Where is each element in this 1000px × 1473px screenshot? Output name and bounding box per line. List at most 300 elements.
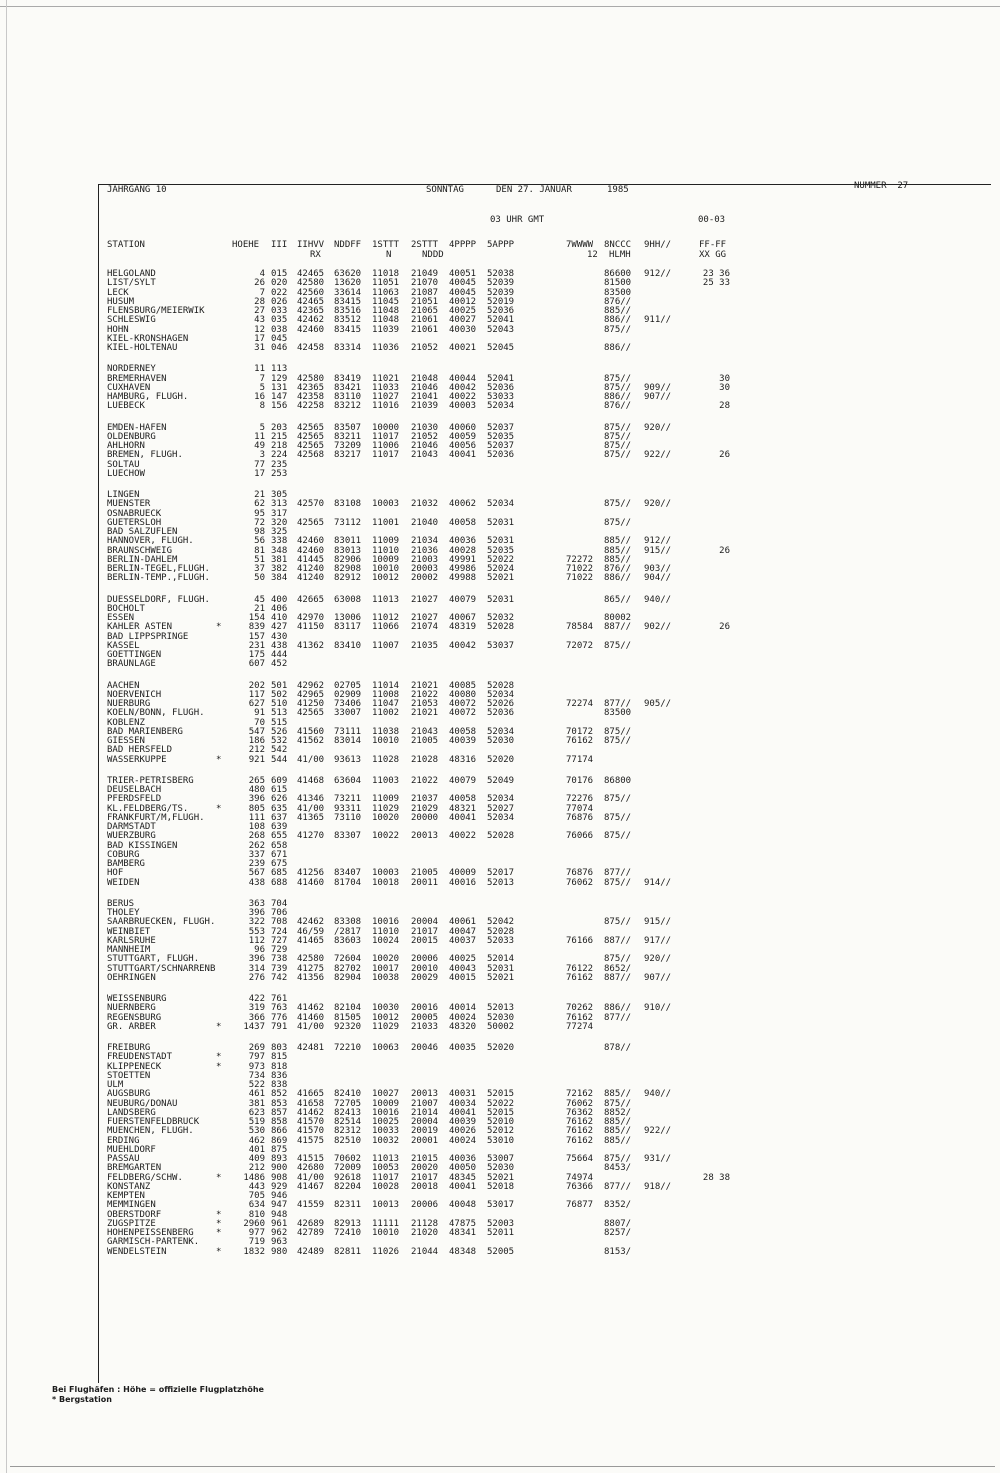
group-7wwww: 75664 xyxy=(566,1154,594,1164)
station-name: HAMBURG, FLUGH. xyxy=(107,392,189,402)
group-4pppp: 40045 xyxy=(449,278,477,289)
footnote-airport-height: Bei Flughäfen : Höhe = offizielle Flugplatzhöhe xyxy=(52,1385,264,1394)
group-iihvv: 42560 xyxy=(297,287,325,298)
group-4pppp: 40012 xyxy=(449,296,477,307)
group-nddff: 92618 xyxy=(334,1172,362,1183)
group-iihvv: 41559 xyxy=(297,1200,325,1211)
group-2sttt: 20013 xyxy=(411,831,439,842)
station-name: ERDING xyxy=(107,1135,140,1146)
group-2sttt: 21051 xyxy=(411,296,439,307)
group-1sttt: 10028 xyxy=(372,1181,400,1192)
station-index: 866 xyxy=(271,1126,288,1137)
station-height: 31 xyxy=(254,343,265,353)
group-nddff: 82908 xyxy=(334,564,362,574)
group-ff-gusts: 26 xyxy=(719,545,730,556)
group-1sttt: 11063 xyxy=(372,287,400,298)
group-4pppp: 40041 xyxy=(449,450,477,461)
station-name: HANNOVER, FLUGH. xyxy=(107,536,194,547)
station-index: 501 xyxy=(271,680,288,691)
group-1sttt: 10003 xyxy=(372,868,400,879)
group-5appp: 52039 xyxy=(487,278,515,289)
group-nddff: 83507 xyxy=(334,422,362,433)
group-5appp: 52035 xyxy=(487,545,515,556)
group-2sttt: 21061 xyxy=(411,315,439,326)
group-2sttt: 21017 xyxy=(411,1172,439,1183)
station-height: 27 xyxy=(254,306,265,316)
station-name: KIEL-HOLTENAU xyxy=(107,343,178,353)
station-name: BAD SALZUFLEN xyxy=(107,527,178,537)
jahrgang-label: JAHRGANG 10 xyxy=(107,185,167,195)
station-name: BAD KISSINGEN xyxy=(107,840,178,851)
group-7wwww: 76162 xyxy=(566,1012,594,1023)
group-2sttt: 20046 xyxy=(411,1043,439,1053)
group-8nccc: 8852/ xyxy=(604,1107,632,1118)
group-nddff: 82906 xyxy=(334,554,362,565)
group-7wwww: 70262 xyxy=(566,1003,594,1014)
group-8nccc: 886// xyxy=(604,573,632,584)
group-8nccc: 886// xyxy=(604,1003,632,1014)
mountain-station-marker: * xyxy=(216,1021,222,1032)
station-index: 727 xyxy=(271,935,288,946)
group-4pppp: 40079 xyxy=(449,594,477,605)
group-5appp: 52034 xyxy=(487,726,515,737)
group-4pppp: 40062 xyxy=(449,499,477,510)
group-nddff: 02909 xyxy=(334,689,362,700)
group-8nccc: 86800 xyxy=(604,775,632,786)
group-4pppp: 40036 xyxy=(449,536,477,547)
station-height: 117 xyxy=(248,689,265,700)
group-5appp: 52015 xyxy=(487,1107,515,1118)
group-4pppp: 40022 xyxy=(449,831,477,842)
group-8nccc: 875// xyxy=(604,1098,632,1109)
group-2sttt: 21074 xyxy=(411,622,439,633)
group-2sttt: 21052 xyxy=(411,431,439,442)
group-5appp: 52041 xyxy=(487,373,515,384)
station-index: 406 xyxy=(271,603,288,614)
group-9hh: 910// xyxy=(644,1003,672,1014)
col-station: STATION xyxy=(107,240,145,250)
station-name: AHLHORN xyxy=(107,441,145,451)
station-name: BERLIN-TEGEL,FLUGH. xyxy=(107,564,210,574)
station-index: 791 xyxy=(271,1021,288,1032)
station-name: KLIPPENECK xyxy=(107,1061,162,1072)
group-8nccc: 875// xyxy=(604,517,632,528)
group-nddff: 92320 xyxy=(334,1021,362,1032)
observation-time: 03 UHR GMT xyxy=(490,215,545,225)
time-range: 00-03 xyxy=(698,215,726,225)
station-index: 776 xyxy=(271,1012,288,1023)
group-2sttt: 21030 xyxy=(411,422,439,433)
group-1sttt: 11006 xyxy=(372,441,400,451)
group-8nccc: 875// xyxy=(604,726,632,737)
group-8nccc: 885// xyxy=(604,554,632,565)
station-index: 658 xyxy=(271,840,288,851)
group-8nccc: 875// xyxy=(604,422,632,433)
station-index: 637 xyxy=(271,812,288,823)
mountain-station-marker: * xyxy=(216,1209,222,1220)
station-index: 430 xyxy=(271,631,288,642)
group-iihvv: 41/00 xyxy=(297,1021,325,1032)
group-nddff: 13006 xyxy=(334,613,362,623)
station-name: MUENSTER xyxy=(107,499,151,510)
group-nddff: 13620 xyxy=(334,278,362,289)
group-2sttt: 21128 xyxy=(411,1218,439,1229)
station-index: 320 xyxy=(271,517,288,528)
group-nddff: 83512 xyxy=(334,315,362,326)
station-name: DARMSTADT xyxy=(107,822,156,832)
group-2sttt: 20018 xyxy=(411,1181,439,1192)
table-row xyxy=(0,955,1000,964)
station-height: 530 xyxy=(248,1126,265,1137)
group-8nccc: 875// xyxy=(604,1154,632,1164)
table-row xyxy=(0,842,1000,851)
group-iihvv: 42565 xyxy=(297,708,325,719)
group-nddff: 72210 xyxy=(334,1043,362,1053)
group-1sttt: 11027 xyxy=(372,392,400,402)
group-8nccc: 86600 xyxy=(604,269,632,279)
group-nddff: 73209 xyxy=(334,441,362,451)
station-name: WENDELSTEIN xyxy=(107,1246,167,1257)
group-nddff: 82410 xyxy=(334,1089,362,1100)
group-4pppp: 40031 xyxy=(449,1089,477,1100)
group-ff-gusts: 30 xyxy=(719,382,730,393)
group-nddff: 82904 xyxy=(334,972,362,983)
station-index: 742 xyxy=(271,972,288,983)
group-8nccc: 878// xyxy=(604,1043,632,1053)
group-4pppp: 40050 xyxy=(449,1163,477,1174)
group-iihvv: 41575 xyxy=(297,1135,325,1146)
group-1sttt: 10027 xyxy=(372,1089,400,1100)
station-index: 438 xyxy=(271,640,288,651)
station-height: 519 xyxy=(248,1117,265,1127)
station-index: 542 xyxy=(271,745,288,756)
group-nddff: 83108 xyxy=(334,499,362,510)
group-8nccc: 885// xyxy=(604,1135,632,1146)
group-1sttt: 11017 xyxy=(372,1172,400,1183)
station-index: 961 xyxy=(271,1218,288,1229)
group-5appp: 52021 xyxy=(487,1172,515,1183)
group-7wwww: 77074 xyxy=(566,803,594,814)
station-index: 325 xyxy=(271,527,288,537)
station-height: 422 xyxy=(248,994,265,1004)
group-2sttt: 21049 xyxy=(411,269,439,279)
station-name: MEMMINGEN xyxy=(107,1200,156,1211)
station-name: FUERSTENFELDBRUCK xyxy=(107,1117,200,1127)
group-8nccc: 876// xyxy=(604,296,632,307)
group-9hh: 912// xyxy=(644,536,672,547)
group-5appp: 52011 xyxy=(487,1228,515,1238)
group-nddff: 93311 xyxy=(334,803,362,814)
mountain-station-marker: * xyxy=(216,803,222,814)
station-height: 401 xyxy=(248,1144,265,1155)
station-index: 510 xyxy=(271,699,288,709)
group-2sttt: 20000 xyxy=(411,812,439,823)
group-1sttt: 11021 xyxy=(372,373,400,384)
group-ff-gusts: 23 36 xyxy=(702,269,730,279)
group-iihvv: 42460 xyxy=(297,324,325,335)
station-height: 21 xyxy=(254,603,265,614)
date-label: DEN 27. JANUAR xyxy=(496,185,572,195)
group-4pppp: 48345 xyxy=(449,1172,477,1183)
station-name: THOLEY xyxy=(107,908,140,918)
group-7wwww: 72072 xyxy=(566,640,594,651)
station-index: 803 xyxy=(271,1043,288,1053)
station-index: 400 xyxy=(271,594,288,605)
group-4pppp: 40079 xyxy=(449,775,477,786)
station-name: PFERDSFELD xyxy=(107,794,162,805)
group-2sttt: 20029 xyxy=(411,972,439,983)
col-hoehe: HOEHE xyxy=(232,240,260,250)
group-iihvv: 42580 xyxy=(297,373,325,384)
group-4pppp: 48321 xyxy=(449,803,477,814)
group-2sttt: 21039 xyxy=(411,401,439,412)
group-9hh: 907// xyxy=(644,392,672,402)
group-9hh: 914// xyxy=(644,877,672,888)
station-height: 37 xyxy=(254,564,265,574)
station-name: FREUDENSTADT xyxy=(107,1052,173,1063)
group-nddff: 83516 xyxy=(334,306,362,316)
station-name: MUEHLDORF xyxy=(107,1144,156,1155)
group-iihvv: 41658 xyxy=(297,1098,325,1109)
group-1sttt: 11002 xyxy=(372,708,400,719)
group-4pppp: 40022 xyxy=(449,392,477,402)
group-5appp: 52049 xyxy=(487,775,515,786)
group-1sttt: 10033 xyxy=(372,1126,400,1137)
group-5appp: 52030 xyxy=(487,1012,515,1023)
station-index: 857 xyxy=(271,1107,288,1118)
group-1sttt: 11045 xyxy=(372,296,400,307)
station-index: 852 xyxy=(271,1089,288,1100)
station-name: WUERZBURG xyxy=(107,831,156,842)
station-height: 91 xyxy=(254,708,265,719)
group-5appp: 53037 xyxy=(487,640,515,651)
station-height: 154 xyxy=(248,613,265,623)
group-4pppp: 40014 xyxy=(449,1003,477,1014)
group-nddff: 83603 xyxy=(334,935,362,946)
group-5appp: 52024 xyxy=(487,564,515,574)
station-index: 708 xyxy=(271,917,288,928)
group-iihvv: 41362 xyxy=(297,640,325,651)
station-height: 977 xyxy=(248,1228,265,1238)
mountain-station-marker: * xyxy=(216,1052,222,1063)
group-iihvv: 41250 xyxy=(297,699,325,709)
group-4pppp: 40025 xyxy=(449,306,477,316)
group-iihvv: 42489 xyxy=(297,1246,325,1257)
table-row xyxy=(0,832,1000,841)
group-8nccc: 876// xyxy=(604,564,632,574)
station-height: 443 xyxy=(248,1181,265,1192)
col-5appp: 5APPP xyxy=(487,240,515,250)
station-index: 224 xyxy=(271,450,288,461)
group-nddff: 72705 xyxy=(334,1098,362,1109)
station-name: WEINBIET xyxy=(107,926,151,937)
group-4pppp: 40009 xyxy=(449,868,477,879)
weekday-label: SONNTAG xyxy=(426,185,464,195)
group-9hh: 922// xyxy=(644,450,672,461)
station-height: 396 xyxy=(248,954,265,965)
group-nddff: 82514 xyxy=(334,1117,362,1127)
group-8nccc: 81500 xyxy=(604,278,632,289)
group-1sttt: 10063 xyxy=(372,1043,400,1053)
station-index: 948 xyxy=(271,1209,288,1220)
group-8nccc: 875// xyxy=(604,831,632,842)
group-2sttt: 21043 xyxy=(411,726,439,737)
group-5appp: 52034 xyxy=(487,689,515,700)
station-height: 396 xyxy=(248,794,265,805)
group-2sttt: 21020 xyxy=(411,1228,439,1238)
table-row xyxy=(0,402,1000,411)
group-7wwww: 76162 xyxy=(566,1126,594,1137)
station-index: 035 xyxy=(271,315,288,326)
station-name: NUERBURG xyxy=(107,699,151,709)
table-row xyxy=(0,746,1000,755)
group-4pppp: 40059 xyxy=(449,431,477,442)
group-8nccc: 887// xyxy=(604,972,632,983)
station-index: 532 xyxy=(271,736,288,746)
group-2sttt: 20006 xyxy=(411,1200,439,1211)
group-1sttt: 11018 xyxy=(372,269,400,279)
group-4pppp: 40024 xyxy=(449,1135,477,1146)
group-2sttt: 21040 xyxy=(411,517,439,528)
station-height: 17 xyxy=(254,333,265,344)
group-nddff: 81704 xyxy=(334,877,362,888)
group-5appp: 52021 xyxy=(487,972,515,983)
group-4pppp: 40058 xyxy=(449,726,477,737)
group-9hh: 918// xyxy=(644,1181,672,1192)
station-index: 131 xyxy=(271,382,288,393)
table-row xyxy=(0,851,1000,860)
group-8nccc: 83500 xyxy=(604,287,632,298)
station-name: BAD HERSFELD xyxy=(107,745,173,756)
table-row xyxy=(0,709,1000,718)
group-9hh: 917// xyxy=(644,935,672,946)
group-5appp: 52031 xyxy=(487,536,515,547)
group-7wwww: 76162 xyxy=(566,736,594,746)
station-name: OLDENBURG xyxy=(107,431,156,442)
table-row xyxy=(0,1090,1000,1099)
group-8nccc: 887// xyxy=(604,935,632,946)
group-1sttt: 11111 xyxy=(372,1218,400,1229)
station-height: 363 xyxy=(248,898,265,909)
group-2sttt: 21087 xyxy=(411,287,439,298)
group-iihvv: 42680 xyxy=(297,1163,325,1174)
group-9hh: 909// xyxy=(644,382,672,393)
station-height: 5 xyxy=(259,422,265,433)
station-height: 56 xyxy=(254,536,265,547)
group-2sttt: 21007 xyxy=(411,1098,439,1109)
station-height: 62 xyxy=(254,499,265,510)
table-row xyxy=(0,316,1000,325)
group-nddff: 83014 xyxy=(334,736,362,746)
group-4pppp: 40058 xyxy=(449,794,477,805)
table-row xyxy=(0,1004,1000,1013)
table-row xyxy=(0,1164,1000,1173)
station-name: HOHN xyxy=(107,324,129,335)
group-ff-gusts: 26 xyxy=(719,622,730,633)
station-name: OBERSTDORF xyxy=(107,1209,162,1220)
station-height: 276 xyxy=(248,972,265,983)
group-1sttt: 11029 xyxy=(372,1021,400,1032)
group-7wwww: 76062 xyxy=(566,1098,594,1109)
group-nddff: 73211 xyxy=(334,794,362,805)
col-8nccc-sub: HLMH xyxy=(609,250,631,260)
group-4pppp: 48348 xyxy=(449,1246,477,1257)
group-1sttt: 10010 xyxy=(372,736,400,746)
group-nddff: 72410 xyxy=(334,1228,362,1238)
station-index: 858 xyxy=(271,1117,288,1127)
group-8nccc: 886// xyxy=(604,392,632,402)
station-name: COBURG xyxy=(107,849,140,860)
group-8nccc: 875// xyxy=(604,640,632,651)
group-1sttt: 11017 xyxy=(372,431,400,442)
group-4pppp: 48320 xyxy=(449,1021,477,1032)
group-nddff: 82204 xyxy=(334,1181,362,1192)
group-7wwww: 70172 xyxy=(566,726,594,737)
station-name: STUTTGART/SCHNARRENB xyxy=(107,963,216,974)
station-height: 212 xyxy=(248,745,265,756)
group-8nccc: 875// xyxy=(604,431,632,442)
col-7wwww-sub: 12 xyxy=(587,250,598,260)
station-index: 688 xyxy=(271,877,288,888)
station-name: STUTTGART, FLUGH. xyxy=(107,954,200,965)
group-5appp: 52005 xyxy=(487,1246,515,1257)
station-height: 108 xyxy=(248,822,265,832)
group-4pppp: 40043 xyxy=(449,963,477,974)
group-7wwww: 76877 xyxy=(566,1200,594,1211)
station-index: 033 xyxy=(271,306,288,316)
station-height: 239 xyxy=(248,859,265,869)
station-name: LUECHOW xyxy=(107,468,145,479)
station-name: BREMGARTEN xyxy=(107,1163,162,1174)
station-index: 427 xyxy=(271,622,288,633)
group-1sttt: 11051 xyxy=(372,278,400,289)
mountain-station-marker: * xyxy=(216,1218,222,1229)
station-name: HOHENPEISSENBERG xyxy=(107,1228,194,1238)
station-name: STOETTEN xyxy=(107,1070,151,1081)
group-1sttt: 11013 xyxy=(372,1154,400,1164)
col-8nccc: 8NCCC xyxy=(604,240,632,250)
group-nddff: 83415 xyxy=(334,296,362,307)
group-1sttt: 11003 xyxy=(372,775,400,786)
group-nddff: 63604 xyxy=(334,775,362,786)
group-1sttt: 11039 xyxy=(372,324,400,335)
group-4pppp: 40042 xyxy=(449,640,477,651)
group-8nccc: 875// xyxy=(604,877,632,888)
group-5appp: 52018 xyxy=(487,1181,515,1192)
station-index: 015 xyxy=(271,269,288,279)
group-nddff: 83307 xyxy=(334,831,362,842)
station-index: 609 xyxy=(271,775,288,786)
station-name: HELGOLAND xyxy=(107,269,156,279)
table-row xyxy=(0,879,1000,888)
group-2sttt: 21017 xyxy=(411,926,439,937)
station-index: 724 xyxy=(271,926,288,937)
group-4pppp: 40056 xyxy=(449,441,477,451)
station-name: BERLIN-DAHLEM xyxy=(107,554,178,565)
group-2sttt: 21052 xyxy=(411,343,439,353)
station-height: 522 xyxy=(248,1080,265,1090)
station-index: 929 xyxy=(271,1181,288,1192)
station-height: 50 xyxy=(254,573,265,584)
station-height: 7 xyxy=(259,287,265,298)
group-5appp: 52013 xyxy=(487,877,515,888)
group-8nccc: 83500 xyxy=(604,708,632,719)
group-4pppp: 40039 xyxy=(449,1117,477,1127)
table-row xyxy=(0,756,1000,765)
col-9hh: 9HH// xyxy=(644,240,672,250)
group-8nccc: 877// xyxy=(604,699,632,709)
group-iihvv: 41468 xyxy=(297,775,325,786)
